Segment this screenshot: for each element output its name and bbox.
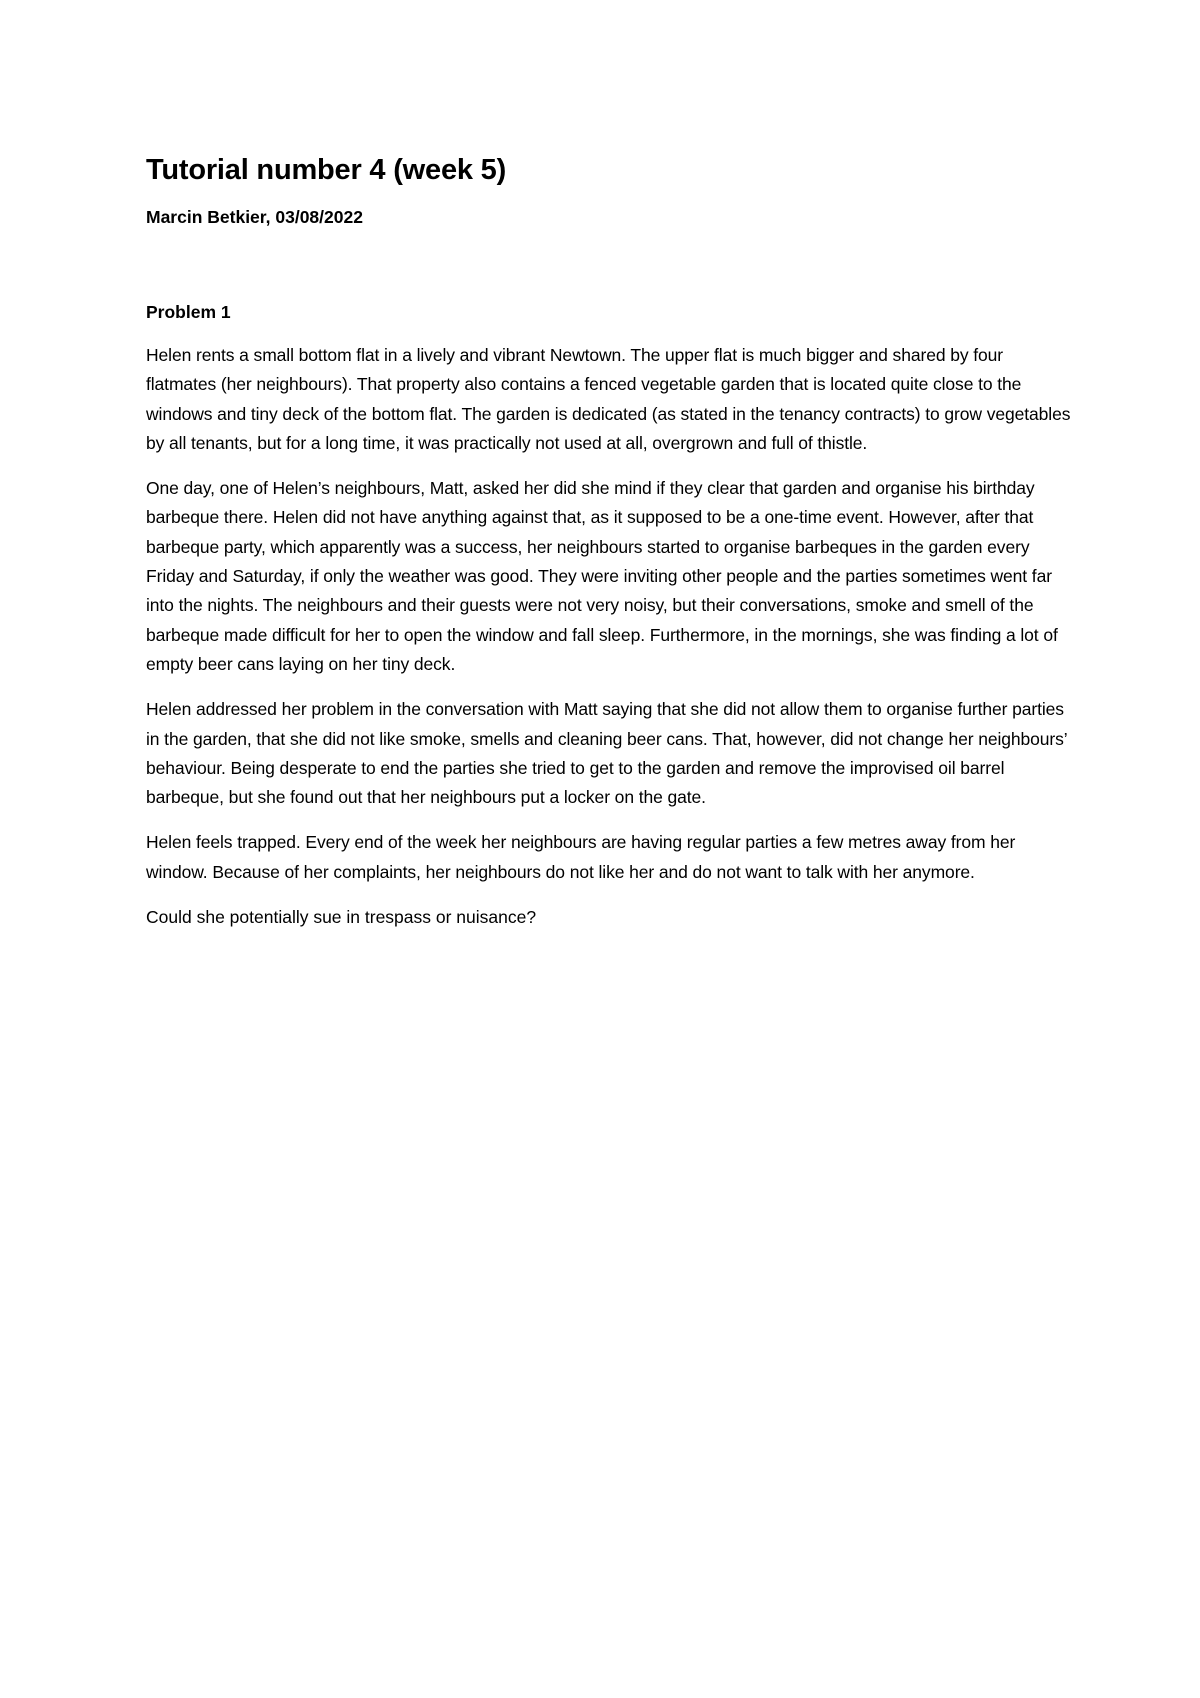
- paragraph-3: Helen addressed her problem in the conversation with Matt saying that she did not allow them to organise further parties in the garden, that she did not like smoke, smells and cleaning beer cans. That, however, did not change her neighbours’ behaviour. Being desperate to end the parties she tried to get to the garden and remove the improvised oil barrel barbeque, but she found out that her neighbours put a locker on the gate.: [146, 699, 1067, 808]
- paragraph-1: Helen rents a small bottom flat in a lively and vibrant Newtown. The upper flat is much bigger and shared by four flatmates (her neighbours). That property also contains a fenced vegetable garden that is located quite close to the windows and tiny deck of the bottom flat. The garden is dedicated (as stated in the tenancy contracts) to grow vegetables by all tenants, but for a long time, it was practically not used at all, overgrown and full of thistle.: [146, 345, 1071, 453]
- author-line: Marcin Betkier, 03/08/2022: [146, 207, 363, 227]
- problem-heading: Problem 1: [146, 302, 231, 322]
- question-text: Could she potentially sue in trespass or nuisance?: [146, 907, 537, 928]
- document-title: Tutorial number 4 (week 5): [146, 154, 507, 186]
- document-page: [146, 150, 1076, 932]
- paragraph-4: Helen feels trapped. Every end of the week her neighbours are having regular parties a few metres away from her window. Because of her complaints, her neighbours do not like her and do not want to talk with her anymore.: [146, 832, 1016, 882]
- paragraph-2: One day, one of Helen’s neighbours, Matt, asked her did she mind if they clear that garden and organise his birthday barbeque there. Helen did not have anything against that, as it supposed to be a one-time event. However, after that barbeque party, which apparently was a success, her neighbours started to organise barbeques in the garden every Friday and Saturday, if only the weather was good. They were inviting other people and the parties sometimes went far into the nights. The neighbours and their guests were not very noisy, but their conversations, smoke and smell of the barbeque made difficult for her to open the window and fall sleep. Furthermore, in the mornings, she was finding a lot of empty beer cans laying on her tiny deck.: [146, 478, 1058, 674]
